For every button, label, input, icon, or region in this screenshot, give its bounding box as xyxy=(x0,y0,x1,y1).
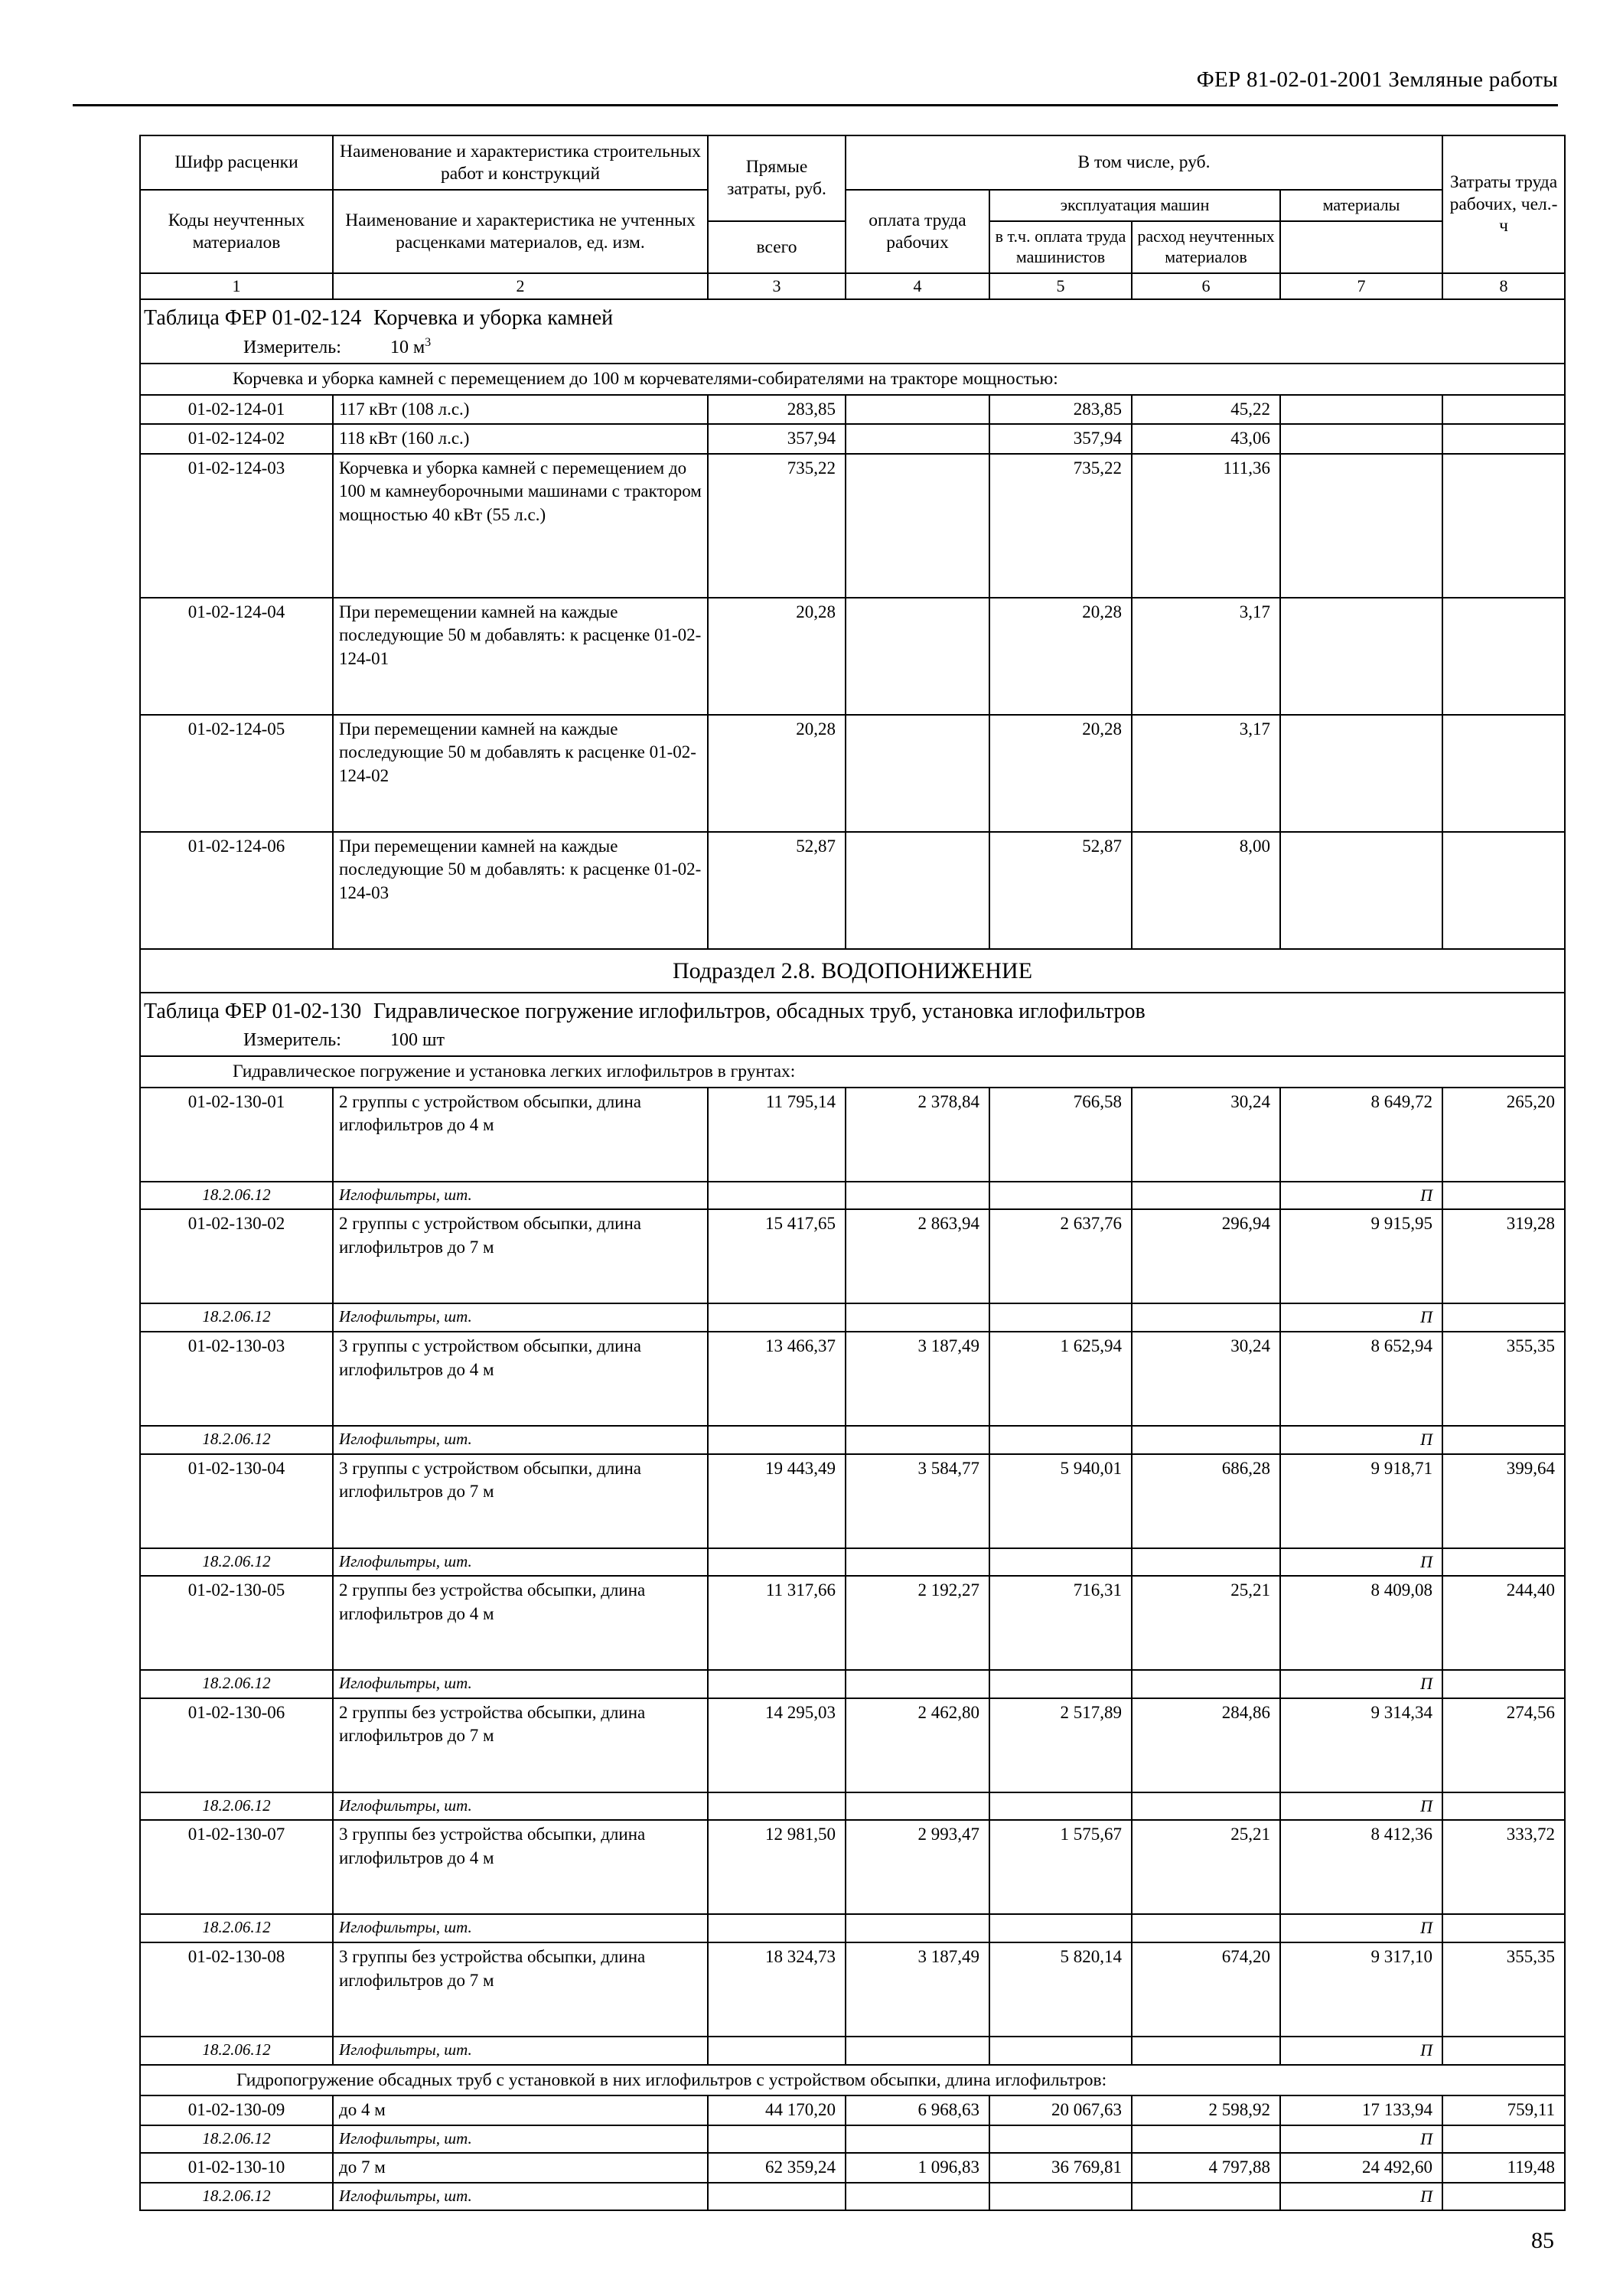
header-cell-direct-costs: Прямые затраты, руб. xyxy=(708,135,846,221)
rate-code: 01-02-130-06 xyxy=(140,1698,333,1792)
materials-consumption xyxy=(1280,424,1442,454)
material-flag: П xyxy=(1280,1426,1442,1454)
machines-total: 735,22 xyxy=(989,454,1132,598)
materials-consumption: 9 918,71 xyxy=(1280,1454,1442,1548)
rate-name: до 7 м xyxy=(333,2153,708,2183)
material-direct xyxy=(708,1914,846,1942)
material-direct xyxy=(708,1670,846,1698)
direct-costs: 283,85 xyxy=(708,395,846,425)
material-mach-total xyxy=(989,1303,1132,1332)
material-mach-total xyxy=(989,1182,1132,1210)
meter-value-124: 10 $м^3$ xyxy=(390,335,432,357)
material-direct xyxy=(708,2037,846,2065)
table-row xyxy=(140,1576,1565,1670)
table-row xyxy=(140,1088,1565,1182)
machinist-wage: 674,20 xyxy=(1132,1942,1280,2037)
material-mach-wage xyxy=(1132,2125,1280,2154)
material-wage xyxy=(846,1426,989,1454)
materials-consumption xyxy=(1280,832,1442,949)
table-row xyxy=(140,1942,1565,2037)
material-row xyxy=(140,1792,1565,1821)
labor-costs: 265,20 xyxy=(1442,1088,1565,1182)
rate-name: При перемещении камней на каждые последующие 50 м добавлять к расценке 01-02-124-02 xyxy=(333,715,708,832)
meter-label-124: Измеритель: xyxy=(243,337,341,357)
rate-code: 01-02-124-04 xyxy=(140,598,333,715)
rate-code: 01-02-130-09 xyxy=(140,2095,333,2125)
subsection-heading-row xyxy=(140,949,1565,993)
labor-costs xyxy=(1442,424,1565,454)
material-code: 18.2.06.12 xyxy=(140,1792,333,1821)
material-mach-wage xyxy=(1132,1548,1280,1577)
labor-costs xyxy=(1442,454,1565,598)
worker-wage: 2 863,94 xyxy=(846,1209,989,1303)
material-flag: П xyxy=(1280,1548,1442,1577)
material-wage xyxy=(846,1182,989,1210)
header-cell-group-including: В том числе, руб. xyxy=(846,135,1442,190)
material-row xyxy=(140,2183,1565,2211)
header-row-1 xyxy=(140,135,1565,190)
rate-code: 01-02-130-04 xyxy=(140,1454,333,1548)
materials-consumption: 24 492,60 xyxy=(1280,2153,1442,2183)
material-flag: П xyxy=(1280,1303,1442,1332)
labor-costs: 355,35 xyxy=(1442,1332,1565,1426)
materials-consumption xyxy=(1280,715,1442,832)
material-direct xyxy=(708,1182,846,1210)
machinist-wage: 4 797,88 xyxy=(1132,2153,1280,2183)
machines-total: 1 575,67 xyxy=(989,1820,1132,1914)
table-row xyxy=(140,832,1565,949)
rates-table-wrapper xyxy=(139,135,1564,2211)
header-cell-unaccounted-codes: Коды неучтенных материалов xyxy=(140,190,333,272)
machines-total: 20,28 xyxy=(989,598,1132,715)
labor-costs: 355,35 xyxy=(1442,1942,1565,2037)
direct-costs: 52,87 xyxy=(708,832,846,949)
worker-wage: 2 192,27 xyxy=(846,1576,989,1670)
material-direct xyxy=(708,1792,846,1821)
direct-costs: 19 443,49 xyxy=(708,1454,846,1548)
material-row xyxy=(140,2037,1565,2065)
group-heading-row-124-1 xyxy=(140,364,1565,395)
table-title-code-124: Таблица ФЕР 01-02-124 xyxy=(144,306,362,331)
worker-wage: 2 378,84 xyxy=(846,1088,989,1182)
material-mach-wage xyxy=(1132,1303,1280,1332)
worker-wage xyxy=(846,454,989,598)
col-number-2: 2 xyxy=(333,273,708,300)
material-name: Иглофильтры, шт. xyxy=(333,1792,708,1821)
material-row xyxy=(140,1914,1565,1942)
table-title-row-124 xyxy=(140,299,1565,364)
material-name: Иглофильтры, шт. xyxy=(333,1670,708,1698)
rate-name: 2 группы без устройства обсыпки, длина иглофильтров до 7 м xyxy=(333,1698,708,1792)
machinist-wage: 2 598,92 xyxy=(1132,2095,1280,2125)
labor-costs xyxy=(1442,598,1565,715)
material-flag: П xyxy=(1280,2125,1442,2154)
materials-consumption: 8 412,36 xyxy=(1280,1820,1442,1914)
col-number-5: 5 xyxy=(989,273,1132,300)
worker-wage: 6 968,63 xyxy=(846,2095,989,2125)
group-heading-124-1: Корчевка и уборка камней с перемещением до 100 м корчевателями-собирателями на тракторе мощностью: xyxy=(140,364,1565,395)
material-labor xyxy=(1442,1548,1565,1577)
labor-costs: 119,48 xyxy=(1442,2153,1565,2183)
meter-value-130: 100 шт xyxy=(390,1030,445,1051)
labor-costs: 399,64 xyxy=(1442,1454,1565,1548)
header-row-numbers xyxy=(140,273,1565,300)
worker-wage xyxy=(846,832,989,949)
rate-code: 01-02-124-01 xyxy=(140,395,333,425)
rate-code: 01-02-130-05 xyxy=(140,1576,333,1670)
machines-total: 2 517,89 xyxy=(989,1698,1132,1792)
header-cell-code: Шифр расценки xyxy=(140,135,333,190)
material-wage xyxy=(846,2183,989,2211)
table-title-row-130 xyxy=(140,993,1565,1057)
material-labor xyxy=(1442,2037,1565,2065)
machines-total: 20,28 xyxy=(989,715,1132,832)
table-title-cell-130 xyxy=(140,993,1565,1057)
material-wage xyxy=(846,1670,989,1698)
rate-name: 2 группы с устройством обсыпки, длина иглофильтров до 4 м xyxy=(333,1088,708,1182)
rate-code: 01-02-130-08 xyxy=(140,1942,333,2037)
header-cell-labor-costs: Затраты труда рабочих, чел.-ч xyxy=(1442,135,1565,273)
group-heading-row-130-1 xyxy=(140,1056,1565,1088)
machines-total: 20 067,63 xyxy=(989,2095,1132,2125)
material-row xyxy=(140,1426,1565,1454)
meter-value-superscript-124: 3 xyxy=(425,335,432,349)
material-wage xyxy=(846,1792,989,1821)
material-labor xyxy=(1442,1426,1565,1454)
table-row xyxy=(140,2095,1565,2125)
rate-code: 01-02-124-03 xyxy=(140,454,333,598)
machinist-wage: 25,21 xyxy=(1132,1820,1280,1914)
worker-wage xyxy=(846,598,989,715)
rate-name: 3 группы с устройством обсыпки, длина иглофильтров до 7 м xyxy=(333,1454,708,1548)
material-mach-total xyxy=(989,2183,1132,2211)
material-name: Иглофильтры, шт. xyxy=(333,1548,708,1577)
material-mach-total xyxy=(989,2125,1132,2154)
labor-costs: 274,56 xyxy=(1442,1698,1565,1792)
machinist-wage: 43,06 xyxy=(1132,424,1280,454)
machinist-wage: 296,94 xyxy=(1132,1209,1280,1303)
machines-total: 766,58 xyxy=(989,1088,1132,1182)
table-row xyxy=(140,1820,1565,1914)
rate-name: 3 группы с устройством обсыпки, длина иглофильтров до 4 м xyxy=(333,1332,708,1426)
material-code: 18.2.06.12 xyxy=(140,1914,333,1942)
materials-consumption xyxy=(1280,395,1442,425)
direct-costs: 735,22 xyxy=(708,454,846,598)
rate-name: 118 кВт (160 л.с.) xyxy=(333,424,708,454)
rate-name: При перемещении камней на каждые последующие 50 м добавлять: к расценке 01-02-124-01 xyxy=(333,598,708,715)
col-number-8: 8 xyxy=(1442,273,1565,300)
machines-total: 5 820,14 xyxy=(989,1942,1132,2037)
material-mach-total xyxy=(989,1548,1132,1577)
page-number: 85 xyxy=(1531,2228,1554,2253)
fer-rates-table xyxy=(139,135,1566,2211)
table-title-code-130: Таблица ФЕР 01-02-130 xyxy=(144,999,362,1023)
material-mach-wage xyxy=(1132,1792,1280,1821)
materials-consumption: 9 915,95 xyxy=(1280,1209,1442,1303)
material-code: 18.2.06.12 xyxy=(140,1182,333,1210)
machinist-wage: 111,36 xyxy=(1132,454,1280,598)
machines-total: 357,94 xyxy=(989,424,1132,454)
direct-costs: 11 317,66 xyxy=(708,1576,846,1670)
labor-costs: 333,72 xyxy=(1442,1820,1565,1914)
materials-consumption: 17 133,94 xyxy=(1280,2095,1442,2125)
rate-code: 01-02-124-02 xyxy=(140,424,333,454)
machinist-wage: 25,21 xyxy=(1132,1576,1280,1670)
worker-wage: 2 462,80 xyxy=(846,1698,989,1792)
rate-name: 117 кВт (108 л.с.) xyxy=(333,395,708,425)
material-mach-total xyxy=(989,1670,1132,1698)
worker-wage xyxy=(846,715,989,832)
direct-costs: 18 324,73 xyxy=(708,1942,846,2037)
material-flag: П xyxy=(1280,1914,1442,1942)
table-row xyxy=(140,2153,1565,2183)
materials-consumption: 9 314,34 xyxy=(1280,1698,1442,1792)
rate-name: 2 группы без устройства обсыпки, длина иглофильтров до 4 м xyxy=(333,1576,708,1670)
material-name: Иглофильтры, шт. xyxy=(333,2183,708,2211)
material-mach-wage xyxy=(1132,2183,1280,2211)
material-flag: П xyxy=(1280,2183,1442,2211)
direct-costs: 11 795,14 xyxy=(708,1088,846,1182)
materials-consumption xyxy=(1280,598,1442,715)
material-labor xyxy=(1442,2125,1565,2154)
material-code: 18.2.06.12 xyxy=(140,1426,333,1454)
table-row xyxy=(140,598,1565,715)
material-code: 18.2.06.12 xyxy=(140,1303,333,1332)
material-code: 18.2.06.12 xyxy=(140,2037,333,2065)
header-cell-worker-wage: оплата труда рабочих xyxy=(846,190,989,272)
material-row xyxy=(140,1182,1565,1210)
labor-costs xyxy=(1442,832,1565,949)
materials-consumption xyxy=(1280,454,1442,598)
direct-costs: 44 170,20 xyxy=(708,2095,846,2125)
labor-costs: 759,11 xyxy=(1442,2095,1565,2125)
rate-name: 2 группы с устройством обсыпки, длина иглофильтров до 7 м xyxy=(333,1209,708,1303)
material-direct xyxy=(708,2183,846,2211)
machines-total: 716,31 xyxy=(989,1576,1132,1670)
machines-total: 283,85 xyxy=(989,395,1132,425)
table-row xyxy=(140,1332,1565,1426)
rate-name: до 4 м xyxy=(333,2095,708,2125)
col-number-4: 4 xyxy=(846,273,989,300)
material-name: Иглофильтры, шт. xyxy=(333,1182,708,1210)
machinist-wage: 30,24 xyxy=(1132,1088,1280,1182)
header-cell-materials-consumption: расход неучтенных материалов xyxy=(1132,221,1280,273)
group-heading-130-1: Гидравлическое погружение и установка легких иглофильтров в грунтах: xyxy=(140,1056,1565,1088)
material-row xyxy=(140,1548,1565,1577)
material-wage xyxy=(846,1914,989,1942)
material-mach-wage xyxy=(1132,1914,1280,1942)
materials-consumption: 8 652,94 xyxy=(1280,1332,1442,1426)
meter-label-130: Измеритель: xyxy=(243,1030,341,1051)
table-title-name-130: Гидравлическое погружение иглофильтров, обсадных труб, установка иглофильтров xyxy=(373,999,1146,1023)
machines-total: 5 940,01 xyxy=(989,1454,1132,1548)
table-body xyxy=(140,299,1565,2210)
material-flag: П xyxy=(1280,1792,1442,1821)
col-number-6: 6 xyxy=(1132,273,1280,300)
rate-code: 01-02-130-03 xyxy=(140,1332,333,1426)
material-name: Иглофильтры, шт. xyxy=(333,1426,708,1454)
material-code: 18.2.06.12 xyxy=(140,2125,333,2154)
direct-costs: 357,94 xyxy=(708,424,846,454)
material-direct xyxy=(708,2125,846,2154)
rate-name: 3 группы без устройства обсыпки, длина иглофильтров до 4 м xyxy=(333,1820,708,1914)
rate-code: 01-02-130-01 xyxy=(140,1088,333,1182)
material-flag: П xyxy=(1280,1182,1442,1210)
table-row xyxy=(140,1454,1565,1548)
material-name: Иглофильтры, шт. xyxy=(333,2125,708,2154)
table-row xyxy=(140,1698,1565,1792)
col-number-7: 7 xyxy=(1280,273,1442,300)
machinist-wage: 3,17 xyxy=(1132,715,1280,832)
material-flag: П xyxy=(1280,2037,1442,2065)
material-direct xyxy=(708,1303,846,1332)
material-labor xyxy=(1442,2183,1565,2211)
table-row xyxy=(140,454,1565,598)
material-mach-wage xyxy=(1132,1426,1280,1454)
material-labor xyxy=(1442,1792,1565,1821)
header-cell-machinist-wage: в т.ч. оплата труда машинистов xyxy=(989,221,1132,273)
rate-name: При перемещении камней на каждые последующие 50 м добавлять: к расценке 01-02-124-03 xyxy=(333,832,708,949)
table-title-name-124: Корчевка и уборка камней xyxy=(373,306,614,331)
group-heading-row-130-2 xyxy=(140,2065,1565,2096)
material-labor xyxy=(1442,1182,1565,1210)
rate-name: Корчевка и уборка камней с перемещением до 100 м камнеуборочными машинами с трактором мощностью 40 кВт (55 л.с.) xyxy=(333,454,708,598)
direct-costs: 14 295,03 xyxy=(708,1698,846,1792)
material-wage xyxy=(846,1548,989,1577)
machines-total: 52,87 xyxy=(989,832,1132,949)
machines-total: 36 769,81 xyxy=(989,2153,1132,2183)
col-number-3: 3 xyxy=(708,273,846,300)
material-mach-wage xyxy=(1132,1670,1280,1698)
direct-costs: 20,28 xyxy=(708,715,846,832)
direct-costs: 13 466,37 xyxy=(708,1332,846,1426)
header-cell-machines-total: всего xyxy=(708,221,846,273)
material-name: Иглофильтры, шт. xyxy=(333,1914,708,1942)
table-row xyxy=(140,395,1565,425)
material-direct xyxy=(708,1426,846,1454)
worker-wage xyxy=(846,424,989,454)
materials-consumption: 9 317,10 xyxy=(1280,1942,1442,2037)
material-mach-wage xyxy=(1132,1182,1280,1210)
machines-total: 1 625,94 xyxy=(989,1332,1132,1426)
labor-costs xyxy=(1442,395,1565,425)
col-number-1: 1 xyxy=(140,273,333,300)
labor-costs: 244,40 xyxy=(1442,1576,1565,1670)
worker-wage xyxy=(846,395,989,425)
header-row-2 xyxy=(140,190,1565,221)
table-row xyxy=(140,715,1565,832)
material-wage xyxy=(846,1303,989,1332)
material-name: Иглофильтры, шт. xyxy=(333,2037,708,2065)
material-code: 18.2.06.12 xyxy=(140,2183,333,2211)
direct-costs: 15 417,65 xyxy=(708,1209,846,1303)
direct-costs: 62 359,24 xyxy=(708,2153,846,2183)
rate-code: 01-02-130-10 xyxy=(140,2153,333,2183)
machinist-wage: 8,00 xyxy=(1132,832,1280,949)
header-cell-materials-group: материалы xyxy=(1280,190,1442,221)
material-mach-total xyxy=(989,1426,1132,1454)
worker-wage: 3 584,77 xyxy=(846,1454,989,1548)
labor-costs: 319,28 xyxy=(1442,1209,1565,1303)
rate-code: 01-02-130-07 xyxy=(140,1820,333,1914)
materials-consumption: 8 649,72 xyxy=(1280,1088,1442,1182)
material-code: 18.2.06.12 xyxy=(140,1670,333,1698)
header-cell-machines-group: эксплуатация машин xyxy=(989,190,1280,221)
table-row xyxy=(140,424,1565,454)
material-name: Иглофильтры, шт. xyxy=(333,1303,708,1332)
material-labor xyxy=(1442,1914,1565,1942)
worker-wage: 2 993,47 xyxy=(846,1820,989,1914)
table-title-cell-124 xyxy=(140,299,1565,364)
worker-wage: 3 187,49 xyxy=(846,1332,989,1426)
material-labor xyxy=(1442,1303,1565,1332)
running-header: ФЕР 81-02-01-2001 Земляные работы xyxy=(1196,67,1558,92)
machinist-wage: 686,28 xyxy=(1132,1454,1280,1548)
group-heading-130-2: Гидропогружение обсадных труб с установкой в них иглофильтров с устройством обсыпки, длина иглофильтров: xyxy=(140,2065,1565,2096)
material-row xyxy=(140,1670,1565,1698)
header-rule xyxy=(73,104,1558,106)
material-row xyxy=(140,2125,1565,2154)
meter-line-124 xyxy=(144,333,1561,360)
material-labor xyxy=(1442,1670,1565,1698)
material-mach-total xyxy=(989,1914,1132,1942)
labor-costs xyxy=(1442,715,1565,832)
material-mach-total xyxy=(989,1792,1132,1821)
material-code: 18.2.06.12 xyxy=(140,1548,333,1577)
material-direct xyxy=(708,1548,846,1577)
machinist-wage: 45,22 xyxy=(1132,395,1280,425)
machinist-wage: 30,24 xyxy=(1132,1332,1280,1426)
worker-wage: 3 187,49 xyxy=(846,1942,989,2037)
materials-consumption: 8 409,08 xyxy=(1280,1576,1442,1670)
material-wage xyxy=(846,2125,989,2154)
table-head xyxy=(140,135,1565,299)
rate-name: 3 группы без устройства обсыпки, длина иглофильтров до 7 м xyxy=(333,1942,708,2037)
machines-total: 2 637,76 xyxy=(989,1209,1132,1303)
table-row xyxy=(140,1209,1565,1303)
header-cell-unaccounted-materials: Наименование и характеристика не учтенных расценками материалов, ед. изм. xyxy=(333,190,708,272)
worker-wage: 1 096,83 xyxy=(846,2153,989,2183)
direct-costs: 20,28 xyxy=(708,598,846,715)
machinist-wage: 284,86 xyxy=(1132,1698,1280,1792)
subsection-heading: Подраздел 2.8. ВОДОПОНИЖЕНИЕ xyxy=(140,949,1565,993)
rate-code: 01-02-124-05 xyxy=(140,715,333,832)
header-cell-work-name: Наименование и характеристика строительных работ и конструкций xyxy=(333,135,708,190)
meter-line-130 xyxy=(144,1026,1561,1052)
material-mach-total xyxy=(989,2037,1132,2065)
direct-costs: 12 981,50 xyxy=(708,1820,846,1914)
machinist-wage: 3,17 xyxy=(1132,598,1280,715)
material-flag: П xyxy=(1280,1670,1442,1698)
rate-code: 01-02-130-02 xyxy=(140,1209,333,1303)
material-row xyxy=(140,1303,1565,1332)
rate-code: 01-02-124-06 xyxy=(140,832,333,949)
material-wage xyxy=(846,2037,989,2065)
material-mach-wage xyxy=(1132,2037,1280,2065)
